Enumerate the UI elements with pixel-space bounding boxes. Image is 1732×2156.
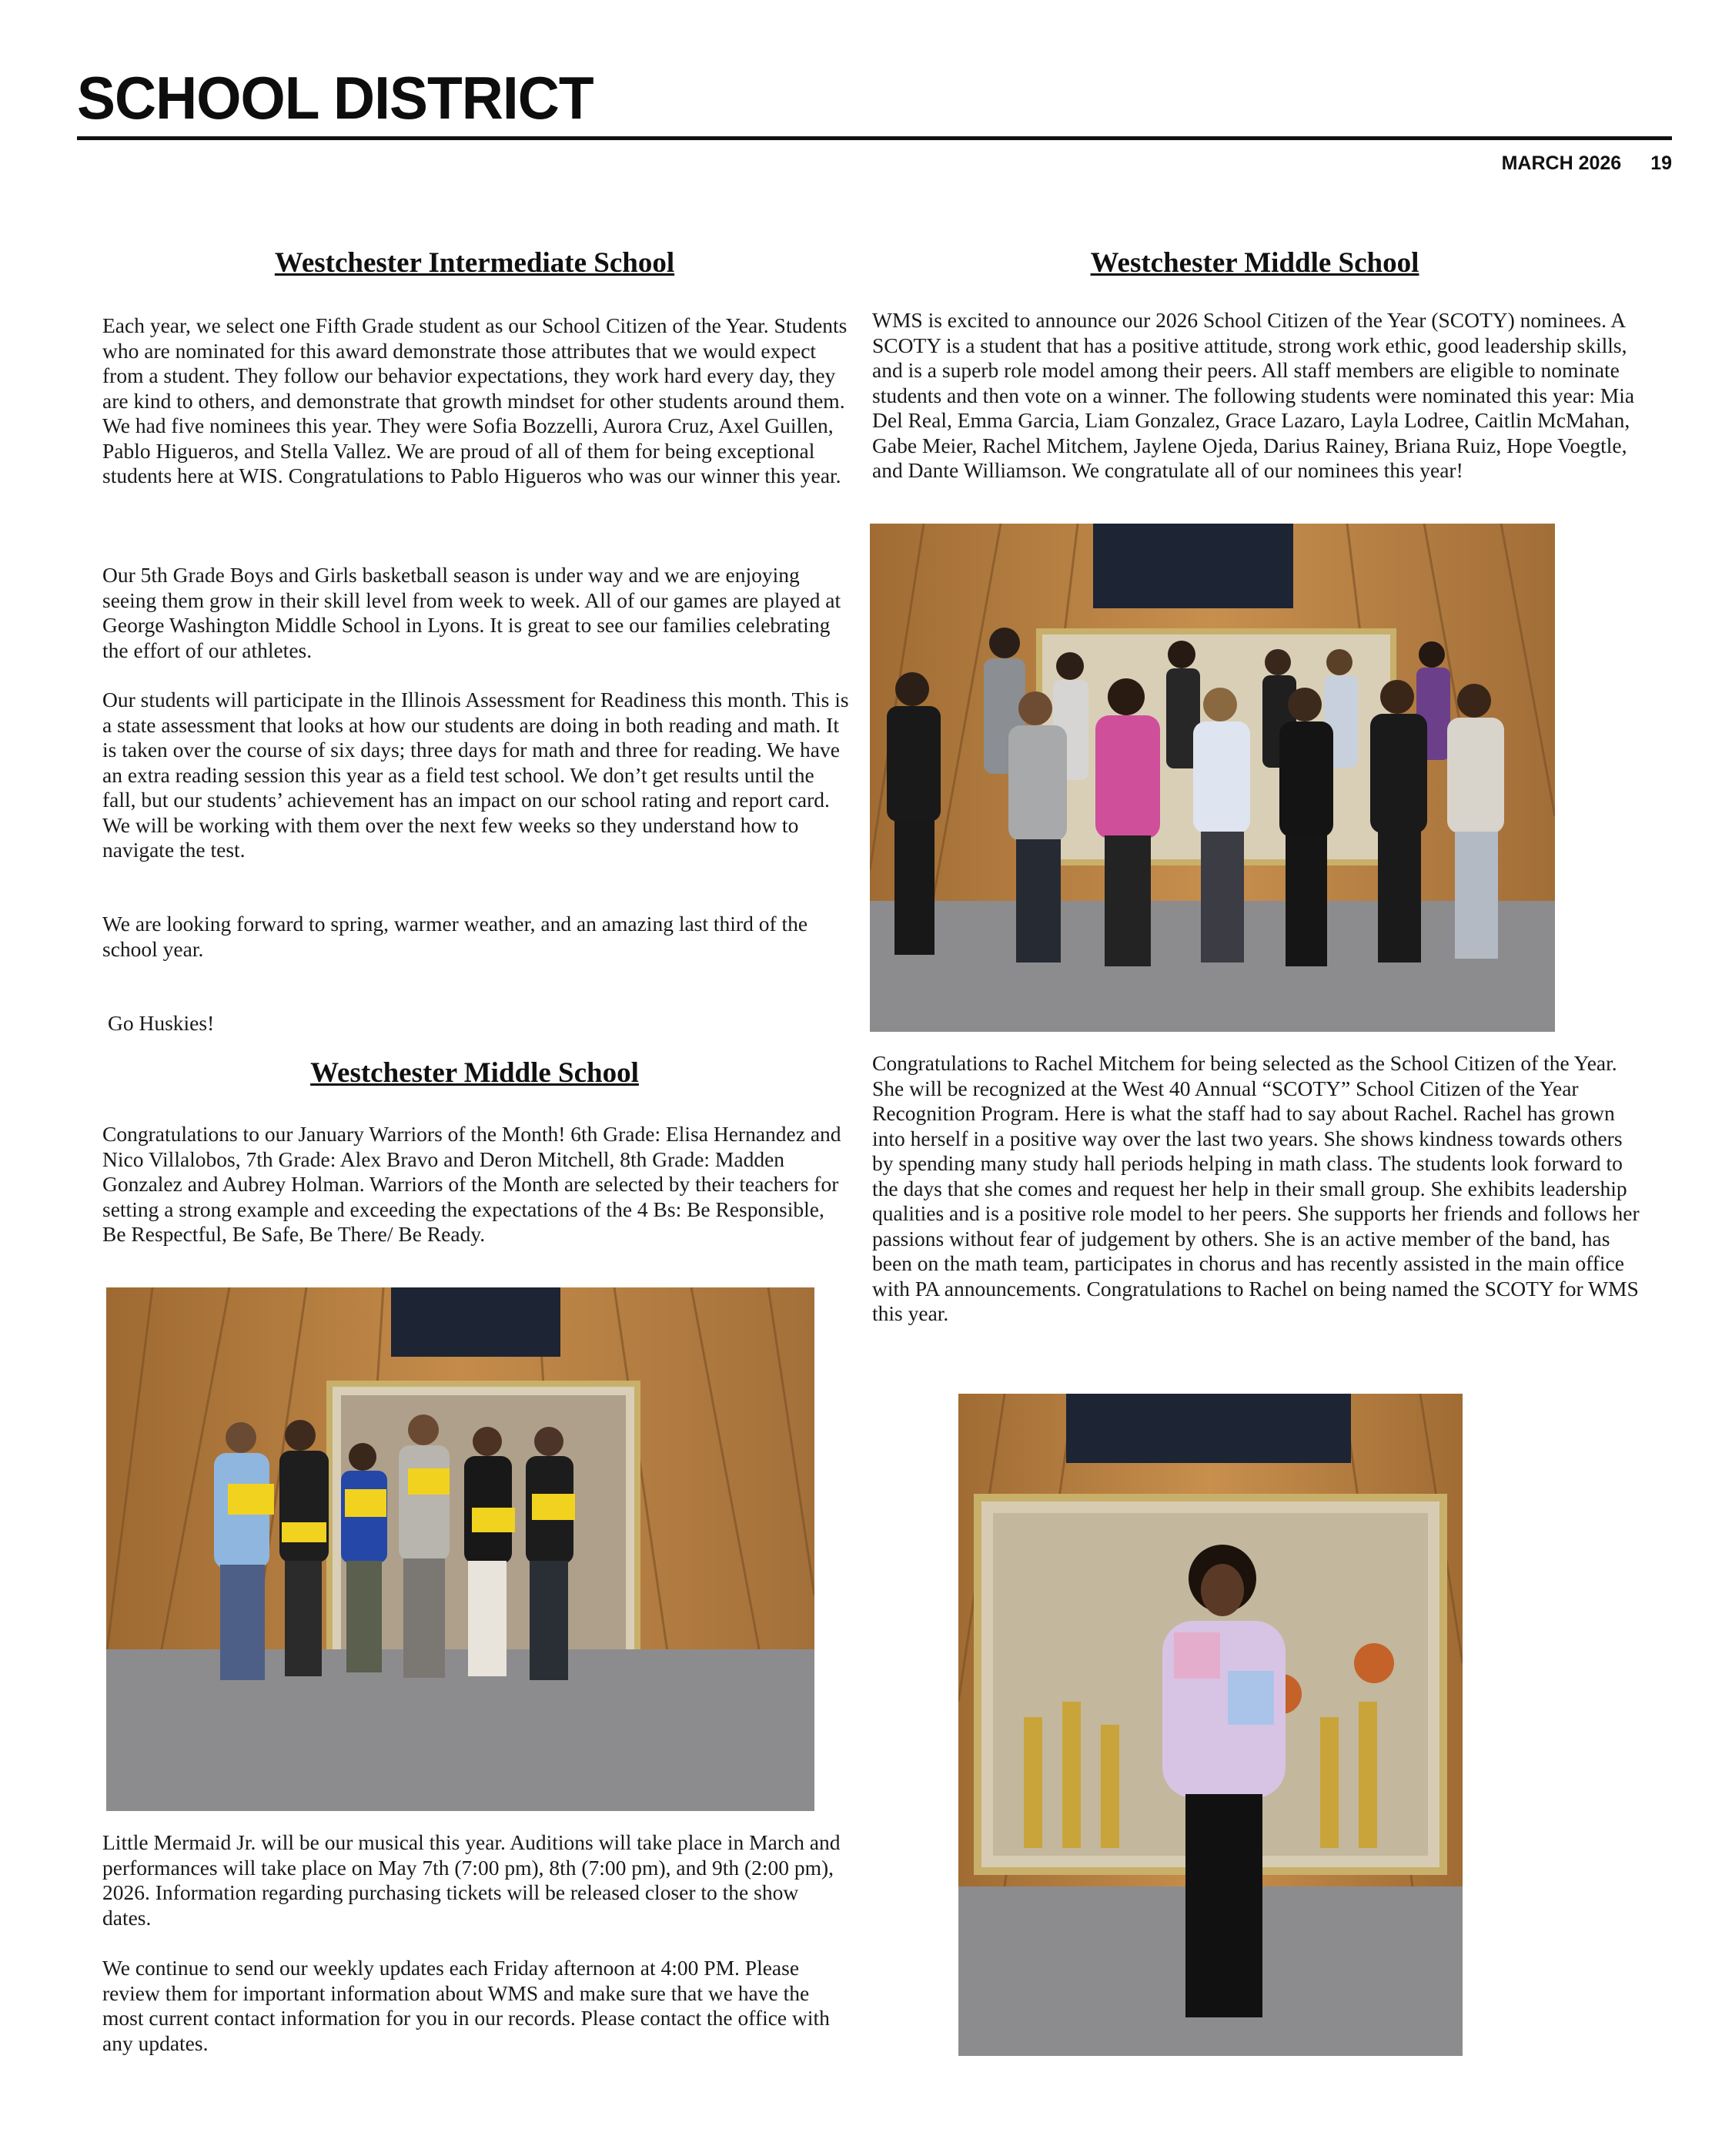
wis-paragraph-basketball: Our 5th Grade Boys and Girls basketball season is under way and we are enjoying seeing them grow in their skill level from week to week. All of our games are played at George Washington Middle School in Lyons. It is great to see our families celebrating the effort of our athletes.: [102, 563, 841, 662]
header-rule: [77, 136, 1672, 140]
issue-info: [1502, 152, 1672, 175]
wms-rachel-paragraph: Congratulations to Rachel Mitchem for being selected as the School Citizen of the Year. She will be recognized at the West 40 Annual “SCOTY” School Citizen of the Year Recognition Program. Here is what the staff had to say about Rachel. Rachel has grown into herself in a positive way over the last two years. She shows kindness towards others by spending many study hall periods helping in math class. The students look forward to the days that she comes and request her help in their small group. She exhibits leadership qualities and is a positive role model to her peers. She supports her friends and follows her passions without fear of judgement by others. She is an active member of the band, has been on the math team, participates in chorus and has recently assisted in the main office with PA announcements. Congratulations to Rachel on being named the SCOTY for WMS this year.: [872, 1051, 1640, 1325]
scoty-nominees-group-photo: [870, 524, 1555, 1032]
wis-paragraph-spring: We are looking forward to spring, warmer weather, and an amazing last third of the school year.: [102, 912, 808, 961]
wms-warriors-paragraph: Congratulations to our January Warriors of the Month! 6th Grade: Elisa Hernandez and Nico Villalobos, 7th Grade: Alex Bravo and Deron Mitchell, 8th Grade: Madden Gonzalez and Aubrey Holman. Warriors of the Month are selected by their teachers for setting a strong example and exceeding the expectations of the 4 Bs: Be Responsible, Be Respectful, Be Safe, Be There/ Be Ready.: [102, 1122, 841, 1246]
issue-date: MARCH 2026: [1501, 152, 1622, 174]
warriors-of-the-month-photo: [106, 1287, 814, 1811]
page-number: 19: [1650, 152, 1672, 174]
wms-weekly-updates-paragraph: We continue to send our weekly updates each Friday afternoon at 4:00 PM. Please review them for important information about WMS and make sure that we have the most current contact information for you in our records. Please contact the office with any updates.: [102, 1956, 830, 2055]
wms-left-heading: Westchester Middle School: [310, 1057, 639, 1089]
wis-signoff: Go Huskies!: [108, 1011, 215, 1035]
wms-scoty-nominees-paragraph: WMS is excited to announce our 2026 School Citizen of the Year (SCOTY) nominees. A SCOTY is a student that has a positive attitude, strong work ethic, good leadership skills, and is a superb role model among their peers. All staff members are eligible to nominate students and then vote on a winner. The following students were nominated this year: Mia Del Real, Emma Garcia, Liam Gonzalez, Grace Lazaro, Layla Lodree, Caitlin McMahan, Gabe Meier, Rachel Mitchem, Jaylene Ojeda, Darius Rainey, Briana Ruiz, Hope Voegtle, and Dante Williamson. We congratulate all of our nominees this year!: [872, 308, 1635, 482]
wms-musical-paragraph: Little Mermaid Jr. will be our musical this year. Auditions will take place in March and performances will take place on May 7th (7:00 pm), 8th (7:00 pm), and 9th (2:00 pm), 2026. Information regarding purchasing tickets will be released closer to the show dates.: [102, 1830, 841, 1930]
wis-heading: Westchester Intermediate School: [274, 247, 675, 279]
wms-right-heading: Westchester Middle School: [1090, 247, 1419, 279]
publication-title: SCHOOL DISTRICT: [77, 64, 593, 132]
wis-paragraph-assessment: Our students will participate in the Illinois Assessment for Readiness this month. This is a state assessment that looks at how our students are doing in both reading and math. It is taken over the course of six days; three days for math and three for reading. We have an extra reading session this year as a field test school. We don’t get results until the fall, but our students’ achievement has an impact on our school rating and report card. We will be working with them over the next few weeks so they understand how to navigate the test.: [102, 688, 849, 862]
wis-paragraph-citizen: Each year, we select one Fifth Grade student as our School Citizen of the Year. Students who are nominated for this award demonstrate those attributes that we would expect from a student. They follow our behavior expectations, they work hard every day, they are kind to others, and demonstrate that growth mindset for other students around them. We had five nominees this year. They were Sofia Bozzelli, Aurora Cruz, Axel Guillen, Pablo Higueros, and Stella Vallez. We are proud of all of them for being exceptional students here at WIS. Congratulations to Pablo Higueros who was our winner this year.: [102, 313, 848, 487]
rachel-mitchem-photo: [958, 1394, 1463, 2056]
